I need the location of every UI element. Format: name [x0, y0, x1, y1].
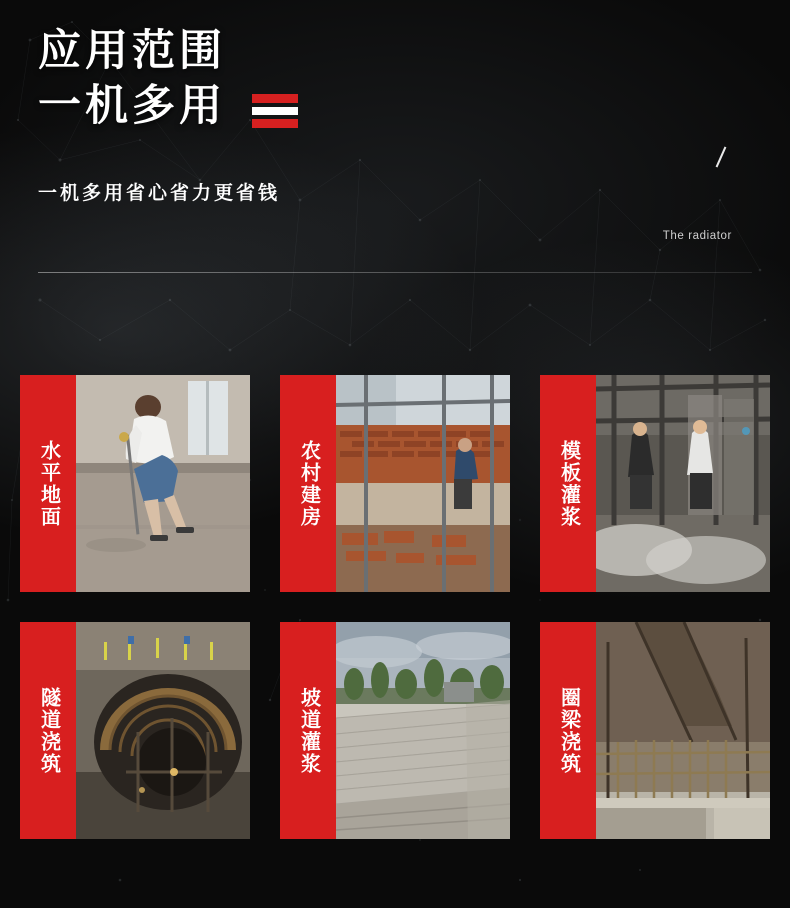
card-photo-worker-leveling-floor	[76, 375, 250, 592]
card-photo-slope-ramp-grouting	[336, 622, 510, 839]
application-card[interactable]	[20, 622, 250, 839]
application-card[interactable]	[20, 375, 250, 592]
application-card[interactable]	[280, 622, 510, 839]
application-card[interactable]	[540, 375, 770, 592]
header-divider	[38, 272, 752, 273]
flag-bar-top	[252, 94, 298, 103]
card-label: 圈梁浇筑	[540, 622, 596, 839]
application-card[interactable]	[540, 622, 770, 839]
flag-bar-bottom	[252, 119, 298, 128]
card-label: 坡道灌浆	[280, 622, 336, 839]
card-label: 模板灌浆	[540, 375, 596, 592]
card-photo-tunnel-concrete-pouring	[76, 622, 250, 839]
application-card[interactable]	[280, 375, 510, 592]
card-label: 农村建房	[280, 375, 336, 592]
page-title-line1: 应用范围	[38, 27, 226, 75]
card-label: 水平地面	[20, 375, 76, 592]
title-row-2	[38, 79, 760, 134]
header	[0, 0, 790, 205]
page-subtitle: 一机多用省心省力更省钱	[38, 183, 281, 205]
application-grid	[20, 375, 770, 839]
card-label: 隧道浇筑	[20, 622, 76, 839]
side-label: The radiator	[662, 230, 732, 242]
card-photo-rural-brick-house-construction	[336, 375, 510, 592]
card-photo-ring-beam-pouring	[596, 622, 770, 839]
page-title-line2: 一机多用	[38, 82, 226, 131]
flag-accent-icon	[252, 94, 298, 128]
card-photo-formwork-grouting-tunnel	[596, 375, 770, 592]
flag-bar-middle	[252, 107, 298, 115]
